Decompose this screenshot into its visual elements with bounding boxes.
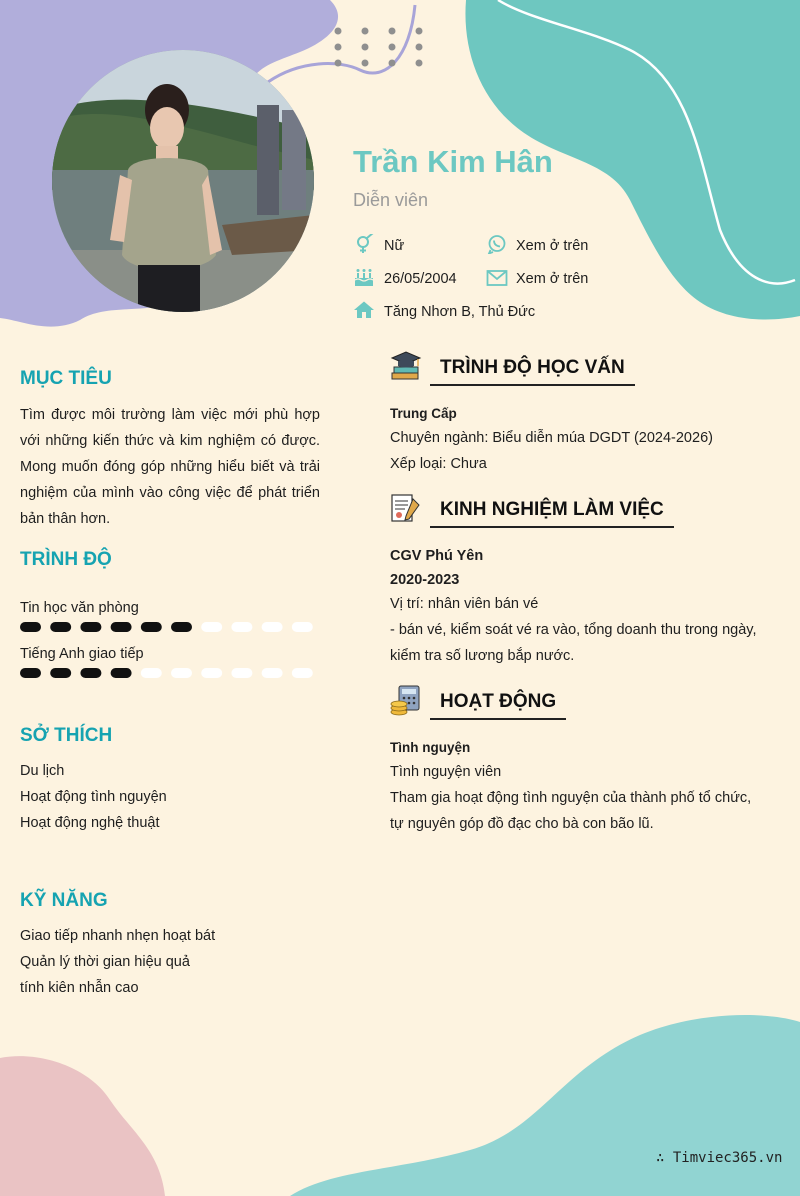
skill-level-bar <box>20 667 322 679</box>
graduation-cap-icon <box>389 349 423 383</box>
job-title: Diễn viên <box>353 190 429 210</box>
activities-description: tự nguyên góp đồ đạc cho bà con bão lũ. <box>390 816 654 832</box>
skill-dash-empty <box>231 668 252 678</box>
calculator-coins-icon <box>389 683 423 717</box>
education-school: Trung Cấp <box>390 406 457 421</box>
ability-item: Quản lý thời gian hiệu quả <box>20 954 190 970</box>
skill-level-heading: TRÌNH ĐỘ <box>20 549 112 570</box>
teal-blob-bottom <box>290 1015 800 1196</box>
hobby-item: Hoạt động tình nguyện <box>20 789 167 805</box>
phone-value: Xem ở trên <box>516 238 589 254</box>
skill-dash-empty <box>292 622 313 632</box>
skill-dash-empty <box>141 668 162 678</box>
document-pen-icon <box>389 491 423 525</box>
home-icon <box>353 300 375 320</box>
experience-company: CGV Phú Yên <box>390 548 484 564</box>
experience-description: kiểm tra số lương bắp nước. <box>390 648 575 664</box>
ability-item: Giao tiếp nhanh nhẹn hoạt bát <box>20 928 216 944</box>
cake-icon <box>353 267 375 287</box>
skill-level-label: Tin học văn phòng <box>20 600 139 616</box>
experience-description: - bán vé, kiểm soát vé ra vào, tổng doanh thu trong ngày, <box>390 622 757 638</box>
experience-heading: KINH NGHIỆM LÀM VIỆC <box>430 499 674 528</box>
skill-dash-empty <box>201 622 222 632</box>
activities-description: Tham gia hoạt động tình nguyện của thành phố tổ chức, <box>390 790 752 806</box>
ability-item: tính kiên nhẫn cao <box>20 980 139 996</box>
objective-heading: MỤC TIÊU <box>20 368 112 389</box>
avatar <box>52 50 314 312</box>
gender-value: Nữ <box>384 238 405 254</box>
education-major: Chuyên ngành: Biểu diễn múa DGDT (2024-2026) <box>390 430 713 446</box>
skill-level-bar <box>20 621 322 633</box>
email-value: Xem ở trên <box>516 271 589 287</box>
hobby-item: Du lịch <box>20 763 65 779</box>
skill-dash-empty <box>171 668 192 678</box>
activities-heading: HOẠT ĐỘNG <box>430 691 566 720</box>
experience-period: 2020-2023 <box>390 572 460 588</box>
whatsapp-icon <box>486 234 508 254</box>
avatar-photo <box>52 50 314 312</box>
hobbies-heading: SỞ THÍCH <box>20 725 113 746</box>
activities-org: Tình nguyện <box>390 740 471 755</box>
skill-dash-filled <box>80 622 101 632</box>
skill-dash-filled <box>111 668 132 678</box>
abilities-heading: KỸ NĂNG <box>20 890 108 911</box>
skill-dash-empty <box>262 622 283 632</box>
birthday-value: 26/05/2004 <box>384 271 457 287</box>
gender-female-icon <box>354 234 376 254</box>
skill-dash-filled <box>20 668 41 678</box>
skill-dash-empty <box>231 622 252 632</box>
education-rank: Xếp loại: Chưa <box>390 456 487 472</box>
skill-dash-filled <box>50 622 71 632</box>
hobby-item: Hoạt động nghệ thuật <box>20 815 160 831</box>
skill-dash-filled <box>141 622 162 632</box>
watermark: ∴ Timviec365.vn <box>656 1150 783 1166</box>
skill-dash-filled <box>50 668 71 678</box>
objective-text: Tìm được môi trường làm việc mới phù hợp với những kiến thức và kim nghiệm có được. Mong muốn đóng góp những hiểu biết và trải nghiệm của mình vào công việc để phát triển bản thân hơn. <box>20 407 320 527</box>
skill-dash-filled <box>171 622 192 632</box>
candidate-name: Trần Kim Hân <box>353 144 553 179</box>
experience-position: Vị trí: nhân viên bán vé <box>390 596 539 612</box>
education-heading: TRÌNH ĐỘ HỌC VẤN <box>430 357 635 386</box>
address-value: Tăng Nhơn B, Thủ Đức <box>384 304 536 320</box>
pink-blob <box>0 1056 165 1196</box>
skill-dash-filled <box>20 622 41 632</box>
skill-dash-empty <box>292 668 313 678</box>
skill-level-label: Tiếng Anh giao tiếp <box>20 646 144 662</box>
skill-dash-filled <box>111 622 132 632</box>
envelope-icon <box>486 268 508 288</box>
skill-dash-filled <box>80 668 101 678</box>
skill-dash-empty <box>262 668 283 678</box>
skill-dash-empty <box>201 668 222 678</box>
activities-role: Tình nguyện viên <box>390 764 502 780</box>
